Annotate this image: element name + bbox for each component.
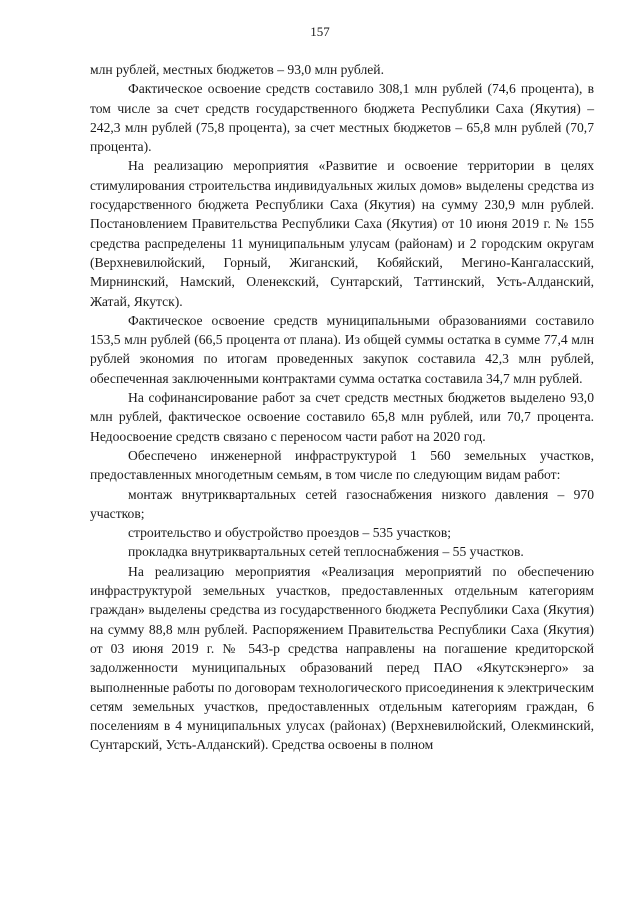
paragraph-territory-development: На реализацию мероприятия «Развитие и освоение территории в целях стимулирования строительства индивидуальных жилых домов» выделены средства из государственного бюджета Республики Саха (Якутия) на сумму 230,9 млн рублей. Постановлением Правительства Республики Саха (Якутия) от 10 июня 2019 г. № 155 средства распределены 11 муниципальным улусам (районам) и 2 городским округам (Верхневилюйский, Горный, Жиганский, Кобяйский, Мегино-Кангаласский, Мирнинский, Намский, Оленекский, Сунтарский, Таттинский, Усть-Алданский, Жатай, Якутск). xyxy=(90,158,594,309)
list-item-heating: прокладка внутриквартальных сетей теплоснабжения – 55 участков. xyxy=(128,544,524,560)
paragraph-infrastructure: Обеспечено инженерной инфраструктурой 1 560 земельных участков, предоставленных многодетным семьям, в том числе по следующим видам работ: xyxy=(90,447,594,483)
paragraph-actual-spending: Фактическое освоение средств составило 308,1 млн рублей (74,6 процента), в том числе за счет средств государственного бюджета Республики Саха (Якутия) – 242,3 млн рублей (75,8 процента), за счет местных бюджетов – 65,8 млн рублей (70,7 процента). xyxy=(90,81,594,155)
paragraph-land-infrastructure: На реализацию мероприятия «Реализация мероприятий по обеспечению инфраструктурой земельных участков, предоставленных отдельным категориям граждан» выделены средства из государственного бюджета Республики Саха (Якутия) на сумму 88,8 млн рублей. Распоряжением Правительства Республики Саха (Якутия) от 03 июня 2019 г. № 543-р средства направлены на погашение кредиторской задолженности муниципальных образований перед ПАО «Якутскэнерго» за выполненные работы по договорам технологического присоединения к электрическим сетям земельных участков, предоставленных отдельным категориям граждан, 6 поселениям в 4 муниципальных улусах (районах) (Верхневилюйский, Олекминский, Сунтарский, Усть-Алданский). Средства освоены в полном xyxy=(90,563,594,753)
page-number: 157 xyxy=(310,24,330,39)
paragraph-municipal-spending: Фактическое освоение средств муниципальными образованиями составило 153,5 млн рублей (66,5 процента от плана). Из общей суммы остатка в сумме 77,4 млн рублей экономия по итогам проведенных закупок составила 42,3 млн рублей, обеспеченная заключенными контрактами сумма остатка составила 34,7 млн рублей. xyxy=(90,312,594,386)
paragraph-cofinancing: На софинансирование работ за счет средств местных бюджетов выделено 93,0 млн рублей, фактическое освоение составило 65,8 млн рублей, или 70,7 процента. Недоосвоение средств связано с переносом части работ на 2020 год. xyxy=(90,390,594,444)
paragraph-continuation: млн рублей, местных бюджетов – 93,0 млн рублей. xyxy=(90,62,384,77)
list-item-roads: строительство и обустройство проездов – 535 участков; xyxy=(128,525,452,541)
document-body xyxy=(90,60,594,755)
list-item-gas: монтаж внутриквартальных сетей газоснабжения низкого давления – 970 участков; xyxy=(90,486,594,521)
